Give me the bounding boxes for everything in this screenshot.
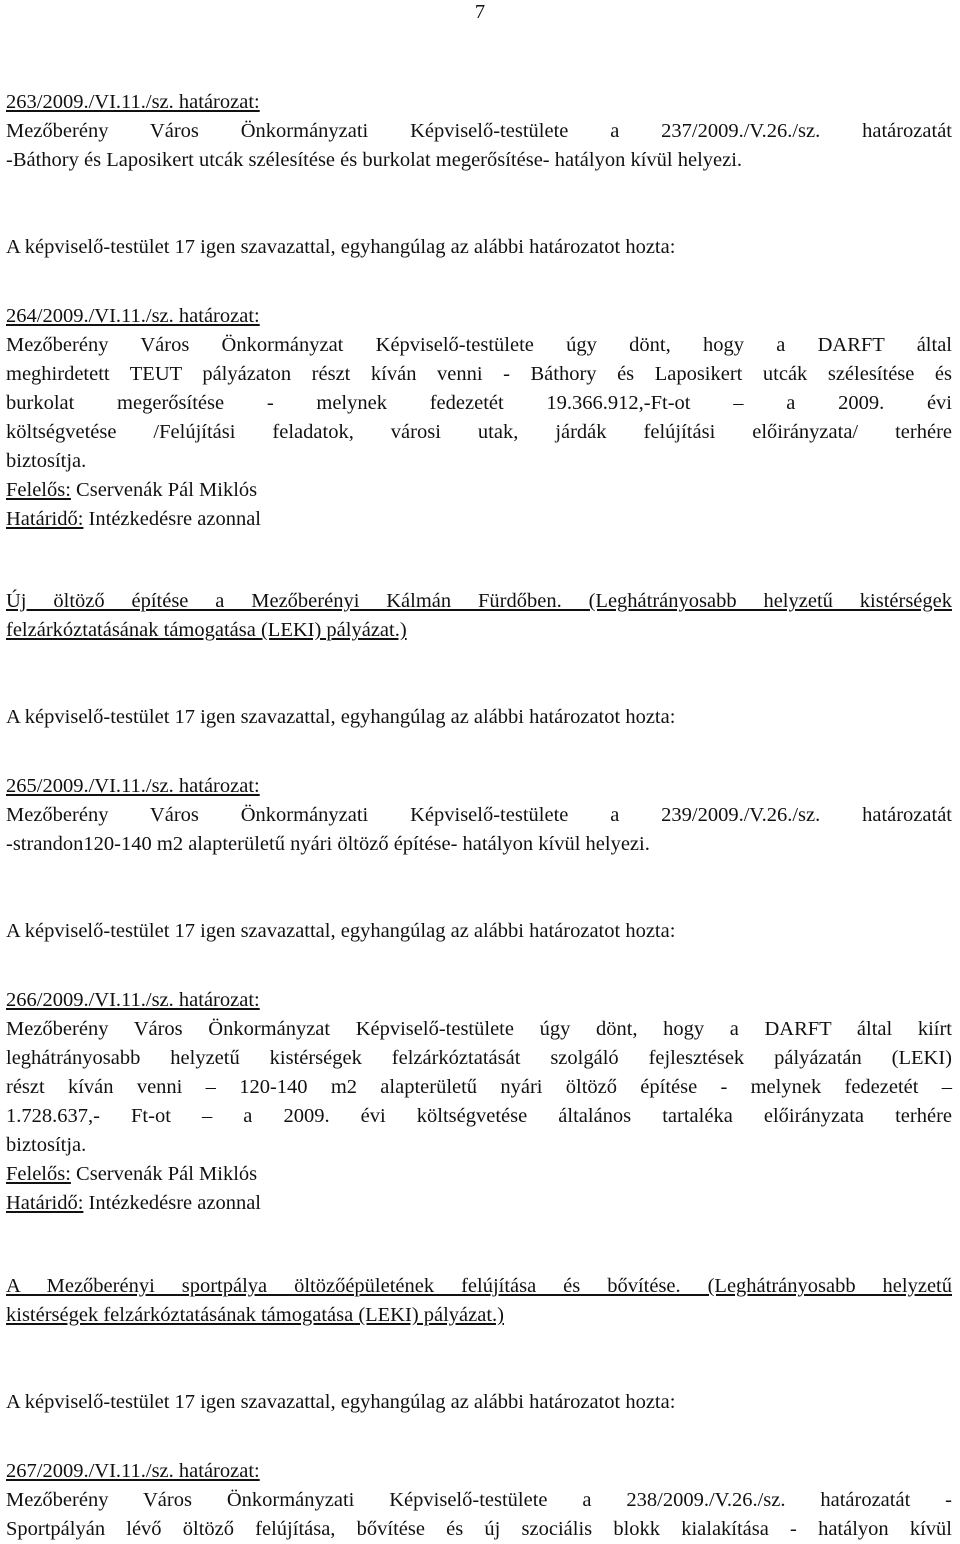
resolution-id-263: 263/2009./VI.11./sz. határozat: bbox=[6, 91, 260, 113]
deadline-row bbox=[6, 505, 952, 534]
deadline-value: Intézkedésre azonnal bbox=[83, 508, 261, 530]
topic-heading-line: kistérségek felzárkóztatásának támogatása (LEKI) pályázat.) bbox=[6, 1304, 505, 1326]
deadline-row bbox=[6, 1189, 952, 1218]
resolution-text-line: Mezőberény Város Önkormányzati Képviselő-testülete a 239/2009./V.26./sz. határozatát bbox=[6, 804, 952, 826]
responsible-value: Cservenák Pál Miklós bbox=[70, 1163, 258, 1185]
vote-statement: A képviselő-testület 17 igen szavazattal, egyhangúlag az alábbi határozatot hozta: bbox=[6, 236, 676, 258]
resolution-text-line: meghirdetett TEUT pályázaton részt kíván venni - Báthory és Laposikert utcák szélesítése és bbox=[6, 363, 952, 385]
resolution-text-line: 1.728.637,- Ft-ot – a 2009. évi költségvetése általános tartaléka előirányzata terhére bbox=[6, 1105, 952, 1127]
vote-statement: A képviselő-testület 17 igen szavazattal, egyhangúlag az alábbi határozatot hozta: bbox=[6, 706, 676, 728]
resolution-text-line: Mezőberény Város Önkormányzati Képviselő-testülete a 238/2009./V.26./sz. határozatát - bbox=[6, 1489, 952, 1511]
vote-statement: A képviselő-testület 17 igen szavazattal, egyhangúlag az alábbi határozatot hozta: bbox=[6, 1391, 676, 1413]
resolution-text-line: részt kíván venni – 120-140 m2 alapterületű nyári öltöző építése - melynek fedezetét – bbox=[6, 1076, 952, 1098]
page-number: 7 bbox=[474, 1, 486, 23]
resolution-text-line: -Báthory és Laposikert utcák szélesítése és burkolat megerősítése- hatályon kívül helyezi. bbox=[6, 149, 743, 171]
resolution-text-line: Sportpályán lévő öltöző felújítása, bővítése és új szociális blokk kialakítása - hatályon kívül bbox=[6, 1518, 952, 1540]
responsible-row bbox=[6, 1160, 952, 1189]
resolution-text-line: Mezőberény Város Önkormányzat Képviselő-testülete úgy dönt, hogy a DARFT által kiírt bbox=[6, 1018, 952, 1040]
vote-statement: A képviselő-testület 17 igen szavazattal, egyhangúlag az alábbi határozatot hozta: bbox=[6, 920, 676, 942]
resolution-id-267: 267/2009./VI.11./sz. határozat: bbox=[6, 1460, 260, 1482]
document-body bbox=[6, 88, 952, 1544]
deadline-label: Határidő: bbox=[6, 1192, 84, 1214]
topic-heading-line: Új öltöző építése a Mezőberényi Kálmán Fürdőben. (Leghátrányosabb helyzetű kistérségek bbox=[6, 590, 952, 612]
responsible-value: Cservenák Pál Miklós bbox=[70, 479, 258, 501]
deadline-value: Intézkedésre azonnal bbox=[83, 1192, 261, 1214]
resolution-text-line: Mezőberény Város Önkormányzat Képviselő-testülete úgy dönt, hogy a DARFT által bbox=[6, 334, 952, 356]
deadline-label: Határidő: bbox=[6, 508, 84, 530]
resolution-id-265: 265/2009./VI.11./sz. határozat: bbox=[6, 775, 260, 797]
topic-heading-line: felzárkóztatásának támogatása (LEKI) pályázat.) bbox=[6, 619, 407, 641]
resolution-text-line: biztosítja. bbox=[6, 450, 87, 472]
responsible-row bbox=[6, 476, 952, 505]
resolution-text-line: -strandon120-140 m2 alapterületű nyári öltöző építése- hatályon kívül helyezi. bbox=[6, 833, 650, 855]
resolution-text-line: burkolat megerősítése - melynek fedezetét 19.366.912,-Ft-ot – a 2009. évi bbox=[6, 392, 952, 414]
resolution-text-line: költségvetése /Felújítási feladatok, városi utak, járdák felújítási előirányzata/ terhére bbox=[6, 421, 952, 443]
resolution-text-line: biztosítja. bbox=[6, 1134, 87, 1156]
responsible-label: Felelős: bbox=[6, 1163, 71, 1185]
topic-heading-line: A Mezőberényi sportpálya öltözőépületének felújítása és bővítése. (Leghátrányosabb helyzetű bbox=[6, 1275, 952, 1297]
resolution-id-264: 264/2009./VI.11./sz. határozat: bbox=[6, 305, 260, 327]
resolution-text-line: Mezőberény Város Önkormányzati Képviselő-testülete a 237/2009./V.26./sz. határozatát bbox=[6, 120, 952, 142]
resolution-id-266: 266/2009./VI.11./sz. határozat: bbox=[6, 989, 260, 1011]
responsible-label: Felelős: bbox=[6, 479, 71, 501]
resolution-text-line: leghátrányosabb helyzetű kistérségek felzárkóztatását szolgáló fejlesztések pályázatán (LEKI) bbox=[6, 1047, 952, 1069]
